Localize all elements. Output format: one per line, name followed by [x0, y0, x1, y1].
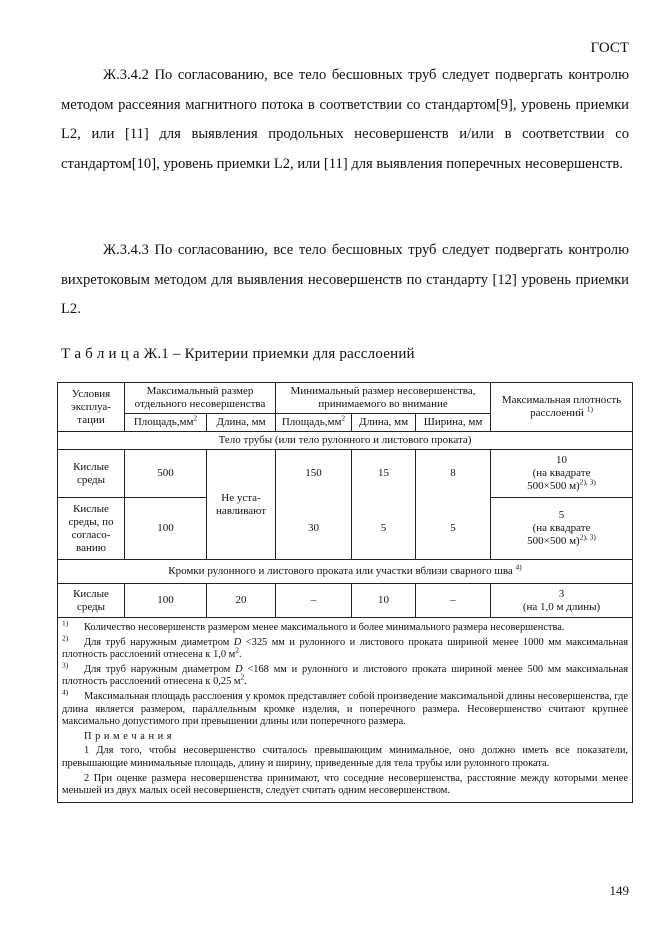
remark-2: 2 При оценке размера несовершенства принимают, что соседние несовершенства, расстояние между которыми менее меньшей из двух малых осей несовершенств, следует считать одним несовершенством.	[62, 772, 629, 797]
header-max-size: Максимальный размер отдельного несовершенства	[125, 383, 276, 414]
section-title-edges: Кромки рулонного и листового проката или участки вблизи сварного шва $^{4)}$	[58, 560, 633, 584]
remark-1: 1 Для того, чтобы несовершенство считалось превышающим минимальное, оно должно иметь все показатели, превышающие минимальные площадь, длину и ширину, приведенные для тела трубы или рулонного проката.	[62, 745, 629, 769]
header-length: Длина, мм	[207, 414, 276, 432]
table-caption	[61, 346, 415, 363]
header-min-length: Длина, мм	[352, 414, 416, 432]
table-row	[58, 584, 633, 618]
cell-min-length: 15	[352, 450, 416, 498]
cell-max-area: 500	[125, 450, 207, 498]
cell-conditions: Кислые среды	[58, 584, 125, 618]
footnote-2: $^{2)}$ Для труб наружным диаметром D <325 мм и рулонного и листового проката шириной менее 1000 мм максимальная плотность расслоений отнесена к 1,0 $м^2$.	[62, 633, 629, 661]
cell-conditions: Кислые среды, по согласо-ванию	[58, 498, 125, 560]
page-number: 149	[609, 883, 629, 898]
footnote-1: $^{1)}$ Количество несовершенств размером менее максимального и более минимального размера несовершенства.	[62, 618, 565, 633]
cell-max-density: 3 (на 1,0 м длины)	[491, 584, 633, 618]
header-max-density: Максимальная плотность расслоений $^{1)}$	[491, 383, 633, 432]
cell-max-length: 20	[207, 584, 276, 618]
table-row	[58, 498, 633, 560]
paragraph-zh-3-4-3: Ж.3.4.3 По согласованию, все тело бесшовных труб следует подвергать контролю вихретоковым методом для выявления несовершенств по стандарту [12] уровень приемки L2.	[61, 242, 629, 317]
cell-min-length: 10	[352, 584, 416, 618]
cell-max-length-merged: Не уста-навливают	[207, 450, 276, 560]
cell-min-length: 5	[352, 498, 416, 560]
table-notes	[58, 618, 633, 803]
section-row-pipe-body	[58, 432, 633, 450]
cell-min-width: 8	[416, 450, 491, 498]
paragraph-zh-3-4-2: Ж.3.4.2 По согласованию, все тело бесшовных труб следует подвергать контролю методом рассеяния магнитного потока в соответствии со стандартом[9], уровень приемки L2, или [11] для выявления продольных несовершенств и/или в соответствии со стандартом[10], уровень приемки L2, или [11] для выявления поперечных несовершенств.	[61, 67, 629, 172]
running-header: ГОСТ	[590, 40, 629, 56]
cell-min-area: 30	[276, 498, 352, 560]
section-title-pipe-body: Тело трубы (или тело рулонного и листового проката)	[58, 432, 633, 450]
header-min-area: $Площадь,мм^2$	[276, 414, 352, 432]
cell-max-density: 10 (на квадрате 500×500 м)$^{2), 3)}$	[491, 450, 633, 498]
cell-min-width: 5	[416, 498, 491, 560]
footnote-3: $^{3)}$ Для труб наружным диаметром D <168 мм и рулонного и листового проката шириной менее 500 мм максимальная плотность расслоений отнесена к 0,25 $м^2$.	[62, 660, 629, 688]
cell-min-area: 150	[276, 450, 352, 498]
table-caption-title: – Критерии приемки для расслоений	[169, 346, 415, 362]
cell-conditions: Кислые среды	[58, 450, 125, 498]
table-header-row-1	[58, 383, 633, 414]
notes-row	[58, 618, 633, 803]
header-conditions: Условия эксплуа-тации	[58, 383, 125, 432]
header-min-width: Ширина, мм	[416, 414, 491, 432]
acceptance-criteria-table	[57, 382, 633, 803]
header-area: $Площадь,мм^2$	[125, 414, 207, 432]
cell-min-area: –	[276, 584, 352, 618]
table-row	[58, 450, 633, 498]
footnote-4: $^{4)}$ Максимальная площадь расслоения у кромок представляет собой произведение максимальной длины несовершенства, где длина является размером, параллельным кромке изделия, и поперечного размера. Несовершенство считают крупнее максимально допустимого при превышении длины или поперечного размера.	[62, 687, 629, 728]
cell-max-density: 5 (на квадрате 500×500 м)$^{2), 3)}$	[491, 498, 633, 560]
cell-max-area: 100	[125, 498, 207, 560]
cell-min-width: –	[416, 584, 491, 618]
section-row-edges	[58, 560, 633, 584]
remarks-title: П р и м е ч а н и я	[84, 730, 173, 742]
header-min-size: Минимальный размер несовершенства, принимаемого во внимание	[276, 383, 491, 414]
cell-max-area: 100	[125, 584, 207, 618]
table-caption-number: Т а б л и ц а Ж.1	[61, 346, 169, 362]
